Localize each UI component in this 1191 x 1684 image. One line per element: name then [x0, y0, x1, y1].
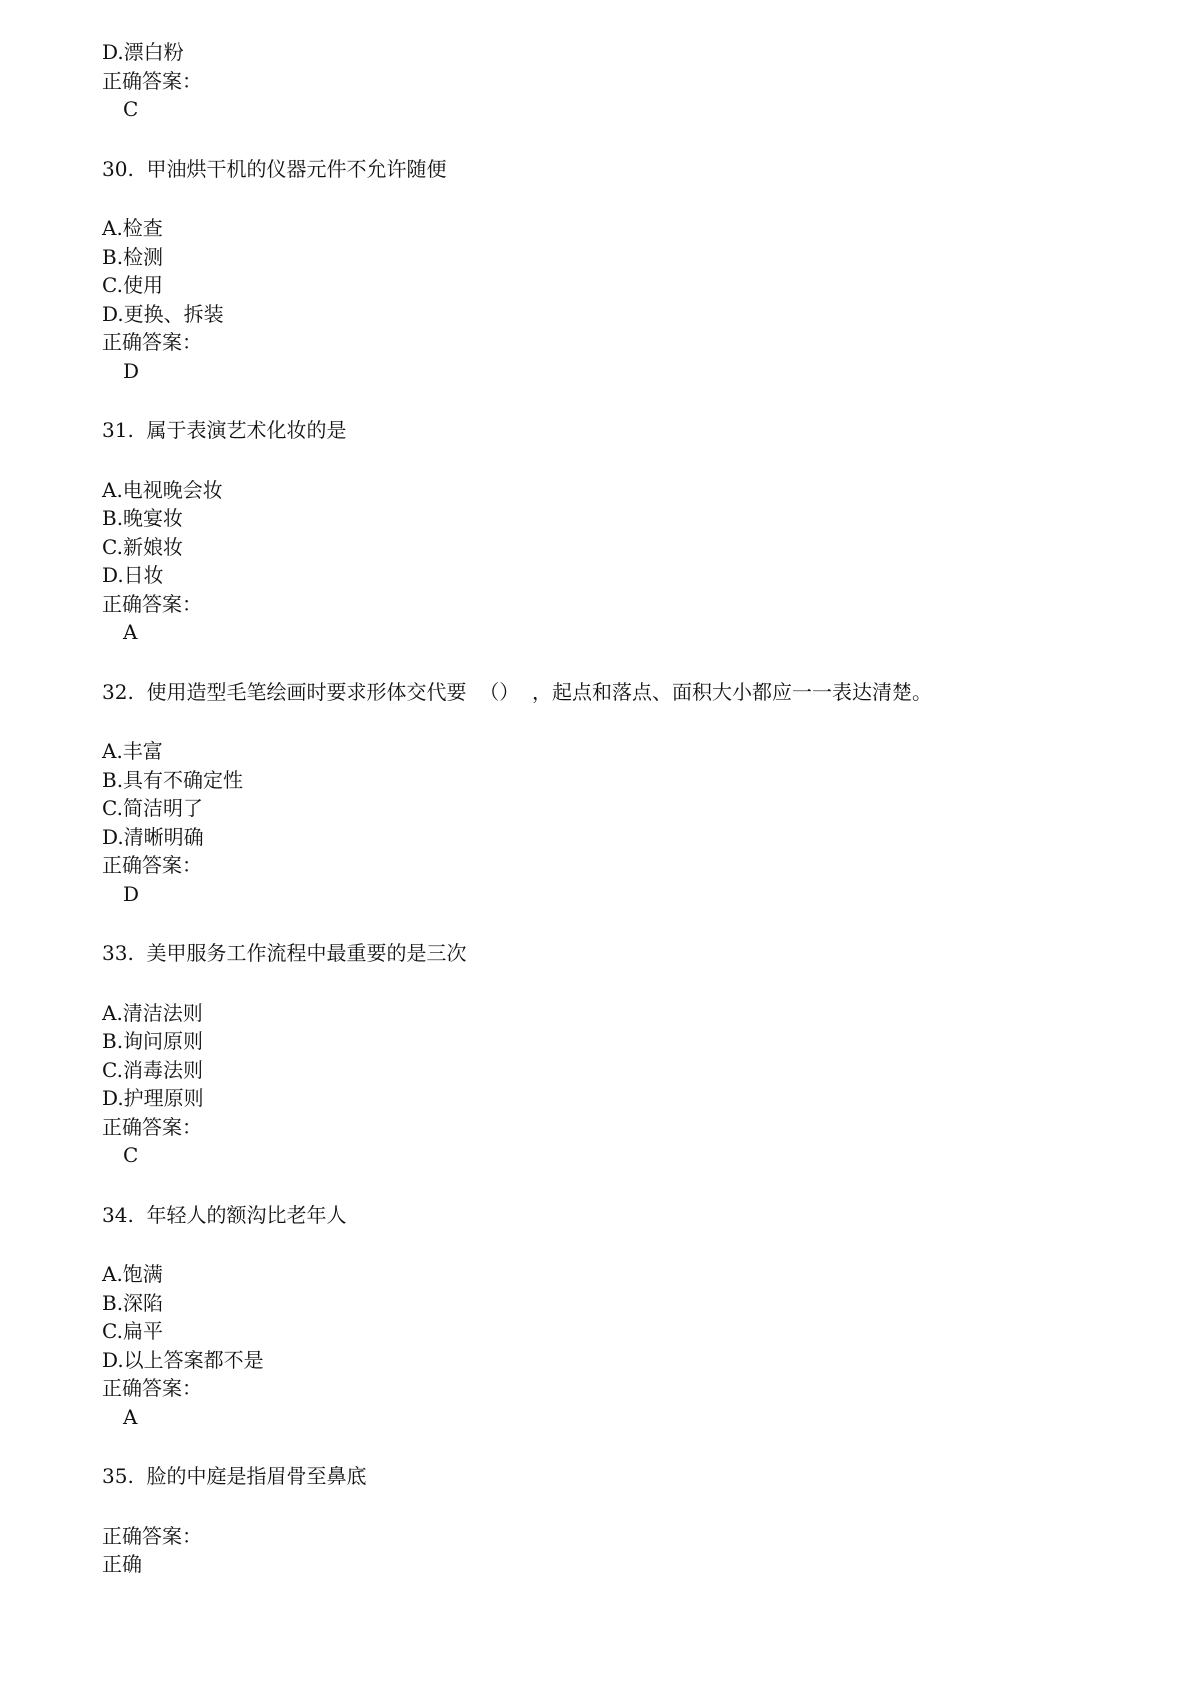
- answer-value: 正确: [102, 1552, 142, 1576]
- question-title: 32. 使用造型毛笔绘画时要求形体交代要 （） ，起点和落点、面积大小都应一一表达清楚。: [102, 679, 932, 704]
- answer-label: 正确答案：: [102, 68, 202, 93]
- option-a: A.检查: [102, 216, 163, 240]
- option-a: A.饱满: [102, 1262, 163, 1286]
- answer-value: D: [123, 881, 140, 906]
- option-c: C.使用: [102, 273, 163, 297]
- answer-label: 正确答案：: [102, 1523, 202, 1548]
- option-d: D.更换、拆装: [102, 301, 224, 326]
- question-30: [102, 155, 1102, 386]
- question-32: [102, 678, 1102, 909]
- question-title: 34. 年轻人的额沟比老年人: [102, 1202, 347, 1227]
- option-b: B.深陷: [102, 1290, 164, 1315]
- answer-value: A: [123, 1404, 138, 1429]
- question-title: 35. 脸的中庭是指眉骨至鼻底: [102, 1464, 367, 1488]
- option-d: D.以上答案都不是: [102, 1347, 264, 1372]
- option-d: D.清晰明确: [102, 824, 204, 849]
- question-29-tail: [102, 38, 1102, 124]
- option-d: D.漂白粉: [102, 40, 184, 64]
- option-b: B.检测: [102, 244, 164, 269]
- answer-label: 正确答案：: [102, 330, 202, 354]
- answer-label: 正确答案：: [102, 1376, 202, 1400]
- answer-value: D: [123, 358, 140, 383]
- question-31: [102, 416, 1102, 647]
- option-d: D.日妆: [102, 563, 164, 587]
- answer-label: 正确答案：: [102, 591, 202, 616]
- option-b: B.晚宴妆: [102, 506, 184, 530]
- answer-value: A: [123, 620, 138, 644]
- question-title: 31. 属于表演艺术化妆的是: [102, 418, 347, 442]
- answer-label: 正确答案：: [102, 853, 202, 877]
- option-c: C.消毒法则: [102, 1057, 203, 1082]
- question-title: 33. 美甲服务工作流程中最重要的是三次: [102, 941, 467, 965]
- answer-value: C: [123, 97, 139, 121]
- question-33: [102, 939, 1102, 1170]
- option-a: A.丰富: [102, 739, 163, 763]
- option-b: B.具有不确定性: [102, 767, 244, 792]
- option-c: C.简洁明了: [102, 796, 203, 820]
- question-34: [102, 1201, 1102, 1432]
- answer-value: C: [123, 1143, 139, 1167]
- question-35: [102, 1462, 1102, 1579]
- option-a: A.电视晚会妆: [102, 477, 223, 502]
- option-c: C.扁平: [102, 1319, 163, 1343]
- option-c: C.新娘妆: [102, 534, 183, 559]
- option-d: D.护理原则: [102, 1086, 204, 1110]
- option-a: A.清洁法则: [102, 1000, 203, 1025]
- exam-page: [102, 38, 1102, 1579]
- option-b: B.询问原则: [102, 1029, 204, 1053]
- question-title: 30. 甲油烘干机的仪器元件不允许随便: [102, 156, 447, 181]
- answer-label: 正确答案：: [102, 1114, 202, 1139]
